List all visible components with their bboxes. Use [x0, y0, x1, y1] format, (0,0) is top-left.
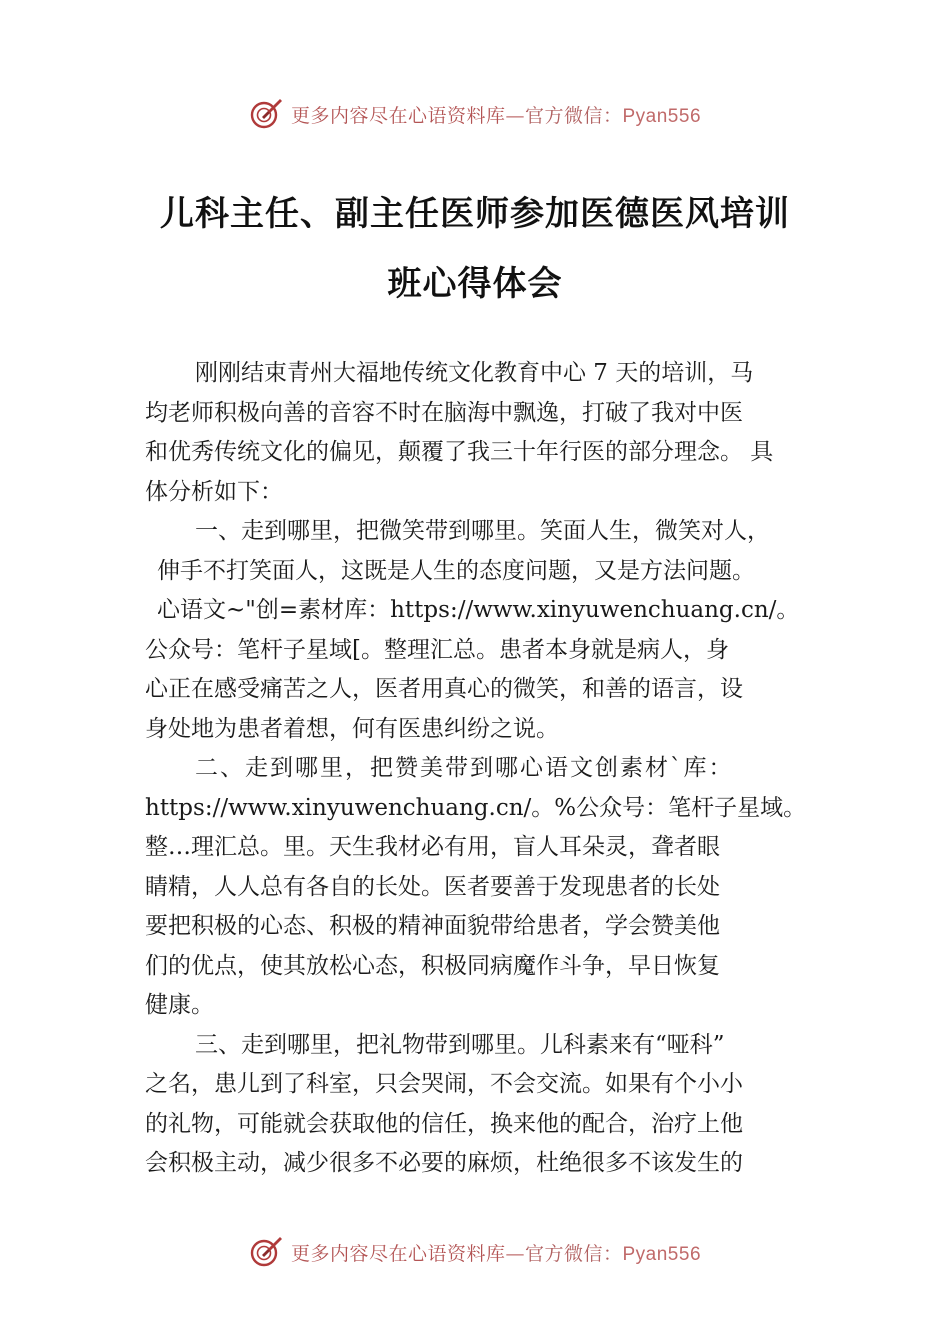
- body-line: 二、走到哪里，把赞美带到哪心语文创素材`库：: [195, 755, 734, 781]
- body-line: https://www.xinyuwenchuang.cn/。%公众号：笔杆子星域。: [145, 794, 807, 821]
- header-banner-main: 更多内容尽在心语资料库: [290, 104, 506, 127]
- body-line: 一、走到哪里，把微笑带到哪里。笑面人生，微笑对人，: [195, 518, 770, 544]
- body-line: 公众号：笔杆子星域[。整理汇总。患者本身就是病人，身: [145, 636, 729, 663]
- body-line: 身处地为患者着想，何有医患纠纷之说。: [145, 715, 559, 742]
- body-line: 和优秀传统文化的偏见，颠覆了我三十年行医的部分理念。 具: [145, 439, 774, 465]
- body-line: 心语文~"创=素材库：https://www.xinyuwenchuang.cn/。: [157, 597, 800, 623]
- body-line: 要把积极的心态、积极的精神面貌带给患者，学会赞美他: [145, 913, 720, 939]
- body-line: 刚刚结束青州大福地传统文化教育中心 7 天的培训，马: [195, 360, 754, 386]
- body-line: 整…理汇总。里。天生我材必有用，盲人耳朵灵，聋者眼: [145, 834, 720, 860]
- document-title-line-2: 班心得体会: [387, 264, 563, 304]
- header-banner-sep: —: [505, 104, 525, 127]
- body-line: 均老师积极向善的音容不时在脑海中飘逸，打破了我对中医: [145, 399, 743, 426]
- body-line: 会积极主动，减少很多不必要的麻烦，杜绝很多不该发生的: [145, 1150, 743, 1176]
- body-line: 之名，患儿到了科室，只会哭闹，不会交流。如果有个小小: [145, 1071, 743, 1097]
- body-line: 的礼物，可能就会获取他的信任，换来他的配合，治疗上他: [145, 1110, 743, 1137]
- body-line: 健康。: [145, 992, 214, 1018]
- footer-banner-label: 官方微信：: [524, 1242, 623, 1265]
- document-body: [145, 354, 825, 1184]
- pen-nib-logo-icon: [249, 1234, 285, 1270]
- footer-banner-main: 更多内容尽在心语资料库: [290, 1242, 506, 1265]
- header-banner-wechat: Pyan556: [622, 105, 702, 127]
- document-title-line-1: 儿科主任、副主任医师参加医德医风培训: [160, 194, 790, 234]
- header-banner-label: 官方微信：: [524, 104, 623, 127]
- header-banner: [0, 92, 950, 136]
- header-banner-text: [291, 101, 701, 128]
- body-line: 伸手不打笑面人，这既是人生的态度问题，又是方法问题。: [157, 557, 755, 584]
- body-line: 心正在感受痛苦之人，医者用真心的微笑，和善的语言，设: [145, 676, 743, 702]
- footer-banner-text: [291, 1239, 701, 1266]
- pen-nib-logo-icon: [249, 96, 285, 132]
- footer-banner-wechat: Pyan556: [622, 1243, 702, 1265]
- body-line: 三、走到哪里，把礼物带到哪里。儿科素来有“哑科”: [195, 1031, 725, 1058]
- body-line: 体分析如下：: [145, 478, 283, 505]
- body-line: 睛精，人人总有各自的长处。医者要善于发现患者的长处: [145, 873, 720, 900]
- body-line: 们的优点，使其放松心态，积极同病魔作斗争，早日恢复: [145, 952, 720, 979]
- footer-banner: [0, 1230, 950, 1274]
- footer-banner-sep: —: [505, 1242, 525, 1265]
